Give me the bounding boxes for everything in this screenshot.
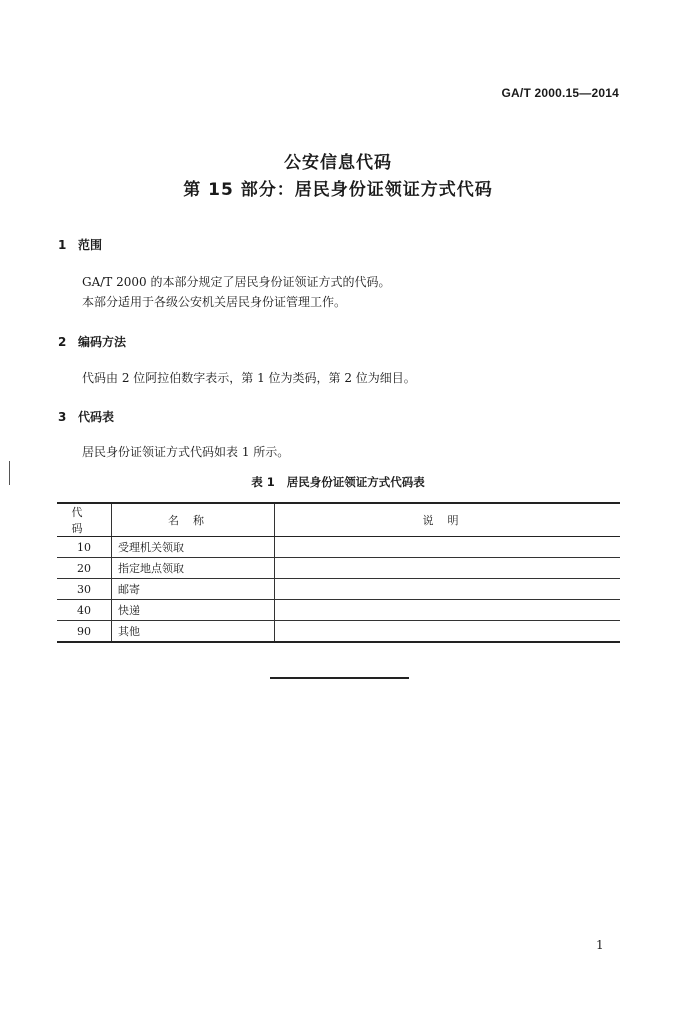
cell-code: 10 [57,537,112,558]
table-row [57,600,620,621]
cell-code: 40 [57,600,112,621]
cell-code: 20 [57,558,112,579]
header-code: 代码 [57,503,112,537]
cell-code: 30 [57,579,112,600]
section-heading-coding-method [58,333,126,350]
table-header-row [57,503,620,537]
document-title: 公安信息代码 [284,153,392,173]
cell-note [275,579,621,600]
table-caption-label: 表 1 [251,475,275,489]
page-number: 1 [596,938,604,952]
cell-name: 指定地点领取 [112,558,275,579]
table-caption [0,474,676,490]
section-heading-code-table [58,408,114,425]
table-caption-title: 居民身份证领证方式代码表 [286,475,425,489]
cell-name: 邮寄 [112,579,275,600]
cell-note [275,558,621,579]
cell-note [275,621,621,643]
scope-paragraph-2: 本部分适用于各级公安机关居民身份证管理工作。 [82,295,347,309]
section-title: 范围 [78,238,103,252]
section-title: 编码方法 [78,335,127,349]
header-note: 说明 [275,503,621,537]
section-number: 1 [58,238,67,252]
cell-name: 其他 [112,621,275,643]
code-table-paragraph: 居民身份证领证方式代码如表 1 所示。 [82,445,290,459]
section-heading-scope [58,236,102,253]
section-title: 代码表 [78,410,115,424]
table-row [57,579,620,600]
cell-name: 受理机关领取 [112,537,275,558]
section-number: 2 [58,335,67,349]
coding-method-paragraph: 代码由 2 位阿拉伯数字表示，第 1 位为类码，第 2 位为细目。 [82,371,416,385]
code-table [57,502,620,643]
standard-code: GA/T 2000.15—2014 [501,86,619,100]
scope-paragraph-1: GA/T 2000 的本部分规定了居民身份证领证方式的代码。 [82,275,391,289]
cell-name: 快递 [112,600,275,621]
cell-code: 90 [57,621,112,643]
section-number: 3 [58,410,67,424]
cell-note [275,537,621,558]
cell-note [275,600,621,621]
document-subtitle: 第 15 部分：居民身份证领证方式代码 [183,180,493,200]
table-row [57,558,620,579]
end-of-document-rule [270,677,409,679]
header-name: 名称 [112,503,275,537]
table-row [57,621,620,643]
table-row [57,537,620,558]
